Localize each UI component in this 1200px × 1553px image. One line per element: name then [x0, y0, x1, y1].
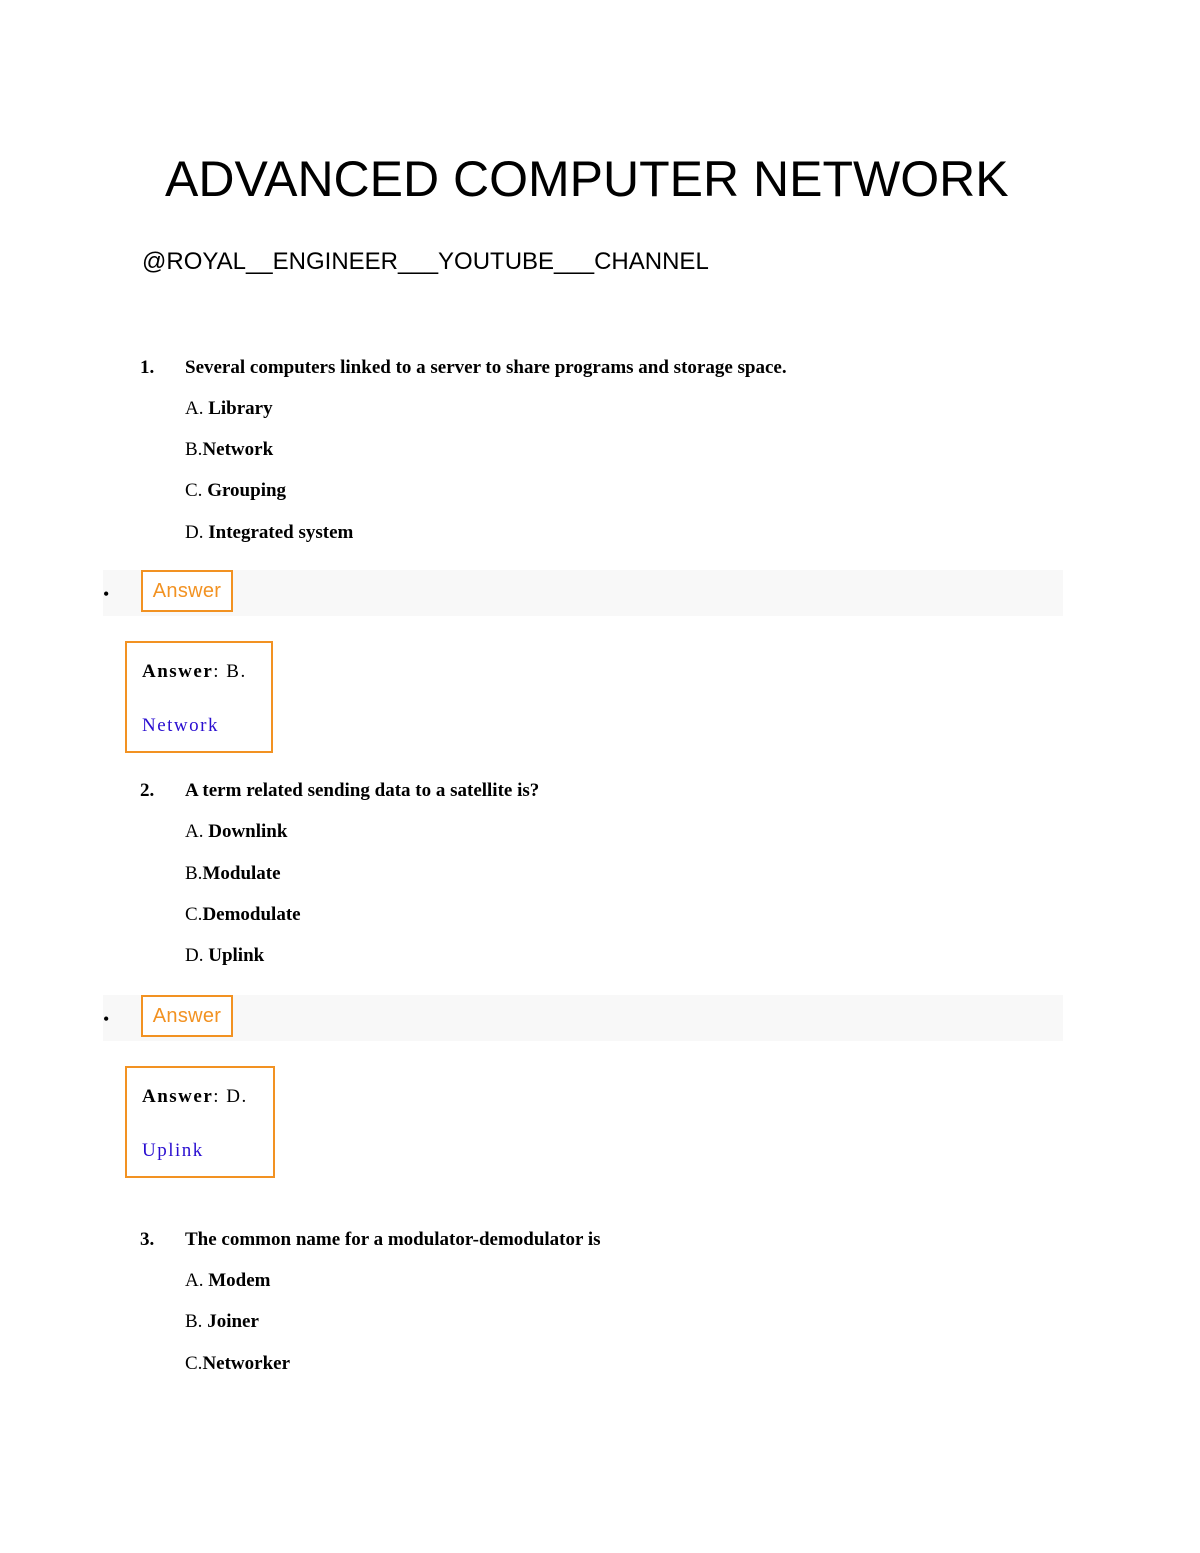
option-letter: B.	[185, 439, 203, 460]
option-letter: A.	[185, 1270, 204, 1291]
option-a	[185, 396, 273, 422]
question-text: The common name for a modulator-demodulator is	[185, 1229, 601, 1250]
answer-line	[142, 659, 271, 685]
option-b	[185, 861, 281, 887]
option-letter: C.	[185, 904, 203, 925]
question-text: Several computers linked to a server to share programs and storage space.	[185, 357, 787, 378]
question-number: 1.	[140, 357, 155, 378]
option-letter: A.	[185, 821, 204, 842]
question-1	[140, 355, 1040, 381]
option-c	[185, 1351, 290, 1377]
option-text: Demodulate	[202, 904, 301, 925]
option-text: Library	[208, 398, 273, 419]
answer-toggle-button[interactable]: Answer	[141, 995, 233, 1037]
option-text: Joiner	[207, 1311, 259, 1332]
option-letter: D.	[185, 945, 204, 966]
channel-handle: @ROYAL__ENGINEER___YOUTUBE___CHANNEL	[142, 248, 709, 275]
question-number: 2.	[140, 780, 155, 801]
option-letter: D.	[185, 522, 204, 543]
option-c	[185, 902, 301, 928]
option-text: Uplink	[208, 945, 265, 966]
option-letter: C.	[185, 480, 203, 501]
question-2	[140, 778, 1040, 804]
option-d	[185, 520, 353, 546]
question-3	[140, 1227, 1040, 1253]
option-text: Grouping	[207, 480, 287, 501]
question-number: 3.	[140, 1229, 155, 1250]
answer-row-background	[103, 570, 1063, 616]
option-text: Networker	[202, 1353, 291, 1374]
option-b	[185, 1309, 259, 1335]
answer-box	[125, 1066, 275, 1178]
option-d	[185, 943, 264, 969]
option-text: Network	[202, 439, 274, 460]
option-letter: C.	[185, 1353, 203, 1374]
answer-label: Answer	[142, 661, 214, 682]
answer-row-background	[103, 995, 1063, 1041]
answer-label: Answer	[142, 1086, 214, 1107]
option-letter: A.	[185, 398, 204, 419]
answer-line	[142, 1084, 273, 1110]
answer-letter: : B.	[213, 661, 247, 682]
option-text: Downlink	[208, 821, 288, 842]
question-text: A term related sending data to a satellite is?	[185, 780, 540, 801]
answer-box	[125, 641, 273, 753]
option-b	[185, 437, 273, 463]
option-text: Integrated system	[208, 522, 354, 543]
bullet: •	[103, 584, 110, 604]
answer-text: Network	[142, 715, 219, 736]
answer-text: Uplink	[142, 1140, 204, 1161]
bullet: •	[103, 1009, 110, 1029]
answer-toggle-button[interactable]: Answer	[141, 570, 233, 612]
option-letter: B.	[185, 1311, 203, 1332]
option-c	[185, 478, 286, 504]
option-letter: B.	[185, 863, 203, 884]
answer-letter: : D.	[213, 1086, 248, 1107]
option-text: Modulate	[202, 863, 281, 884]
option-a	[185, 1268, 271, 1294]
document-title: ADVANCED COMPUTER NETWORK	[165, 151, 1009, 207]
option-a	[185, 819, 287, 845]
option-text: Modem	[208, 1270, 271, 1291]
